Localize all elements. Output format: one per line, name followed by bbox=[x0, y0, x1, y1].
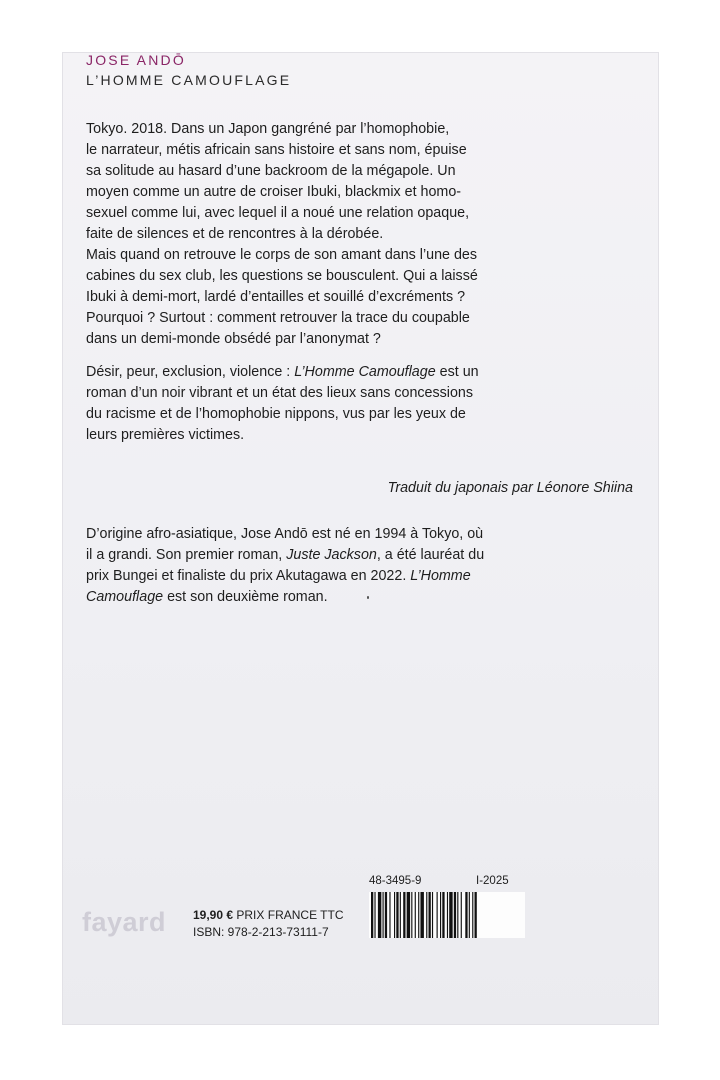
text-line bbox=[86, 362, 526, 383]
barcode-bar bbox=[454, 892, 456, 938]
barcode-bar bbox=[418, 892, 419, 938]
barcode-bar bbox=[394, 892, 395, 938]
synopsis-paragraph bbox=[86, 119, 526, 350]
barcode-bar bbox=[411, 892, 412, 938]
text-line bbox=[86, 566, 526, 587]
barcode-bar bbox=[420, 892, 423, 938]
text-line bbox=[86, 587, 526, 608]
text-fragment: prix Bungei et finaliste du prix Akutagawa en 2022. bbox=[86, 568, 411, 584]
barcode-bar bbox=[383, 892, 384, 938]
text-line: D’origine afro-asiatique, Jose Andō est né en 1994 à Tokyo, où bbox=[86, 526, 484, 542]
barcode-bar bbox=[432, 892, 433, 938]
barcode-bar bbox=[389, 892, 390, 938]
barcode-bar bbox=[385, 892, 387, 938]
author-name: JOSE ANDŌ bbox=[86, 52, 186, 68]
book-title: L’HOMME CAMOUFLAGE bbox=[86, 72, 292, 88]
isbn-text: ISBN: 978-2-213-73111-7 bbox=[193, 925, 329, 939]
book-title-italic: L’Homme bbox=[410, 568, 471, 584]
book-title-italic: Juste Jackson bbox=[286, 547, 377, 563]
barcode-bar bbox=[449, 892, 452, 938]
barcode-bar bbox=[440, 892, 441, 938]
barcode-bar bbox=[374, 892, 375, 938]
barcode bbox=[369, 892, 525, 938]
text-line: Mais quand on retrouve le corps de son amant dans l’une des bbox=[86, 247, 478, 263]
price-label: PRIX FRANCE TTC bbox=[236, 908, 344, 922]
book-title-italic: L’Homme Camouflage bbox=[294, 364, 436, 380]
text-line: Tokyo. 2018. Dans un Japon gangréné par l’homophobie, bbox=[86, 121, 450, 137]
text-line: sexuel comme lui, avec lequel il a noué une relation opaque, bbox=[86, 205, 470, 221]
price-line bbox=[193, 908, 344, 922]
barcode-bar bbox=[475, 892, 477, 938]
text-fragment: est un bbox=[435, 364, 479, 380]
pitch-paragraph bbox=[86, 362, 526, 446]
text-line: Pourquoi ? Surtout : comment retrouver la trace du coupable bbox=[86, 310, 470, 326]
barcode-bar bbox=[396, 892, 398, 938]
barcode-bar bbox=[457, 892, 458, 938]
barcode-bar bbox=[400, 892, 401, 938]
text-fragment: , a été lauréat du bbox=[376, 547, 485, 563]
barcode-bar bbox=[426, 892, 427, 938]
text-line bbox=[86, 545, 526, 566]
barcode-bar bbox=[442, 892, 444, 938]
text-line: moyen comme un autre de croiser Ibuki, blackmix et homo- bbox=[86, 184, 462, 200]
barcode-bar bbox=[437, 892, 438, 938]
text-line: leurs premières victimes. bbox=[86, 427, 245, 443]
barcode-graphic bbox=[369, 892, 525, 938]
barcode-bar bbox=[465, 892, 467, 938]
barcode-bar bbox=[472, 892, 473, 938]
text-fragment: est son deuxième roman. bbox=[163, 589, 328, 605]
text-fragment: Désir, peur, exclusion, violence : bbox=[86, 364, 295, 380]
text-line: roman d’un noir vibrant et un état des lieux sans concessions bbox=[86, 385, 474, 401]
print-speck bbox=[367, 596, 369, 599]
barcode-bar bbox=[461, 892, 462, 938]
text-line: sa solitude au hasard d’une backroom de la mégapole. Un bbox=[86, 163, 456, 179]
text-line: cabines du sex club, les questions se bousculent. Qui a laissé bbox=[86, 268, 478, 284]
text-line: faite de silences et de rencontres à la dérobée. bbox=[86, 226, 384, 242]
barcode-bar bbox=[378, 892, 381, 938]
barcode-bar bbox=[469, 892, 470, 938]
text-line: Ibuki à demi-mort, lardé d’entailles et souillé d’excréments ? bbox=[86, 289, 466, 305]
text-line: du racisme et de l’homophobie nippons, vus par les yeux de bbox=[86, 406, 466, 422]
book-title-italic: Camouflage bbox=[86, 589, 164, 605]
author-bio-paragraph bbox=[86, 524, 526, 608]
barcode-bar bbox=[371, 892, 373, 938]
barcode-bar bbox=[407, 892, 410, 938]
publisher-logo: fayard bbox=[82, 907, 167, 937]
barcode-bar bbox=[447, 892, 448, 938]
text-line: dans un demi-monde obsédé par l’anonymat ? bbox=[86, 331, 381, 347]
text-line: le narrateur, métis africain sans histoire et sans nom, épuise bbox=[86, 142, 467, 158]
barcode-bar bbox=[415, 892, 416, 938]
barcode-bar bbox=[429, 892, 431, 938]
edition-code: I-2025 bbox=[476, 875, 509, 887]
barcode-bar bbox=[403, 892, 405, 938]
product-code: 48-3495-9 bbox=[369, 875, 422, 887]
translator-credit: Traduit du japonais par Léonore Shiina bbox=[387, 480, 633, 496]
text-fragment: il a grandi. Son premier roman, bbox=[86, 547, 287, 563]
price-value: 19,90 € bbox=[193, 908, 234, 922]
